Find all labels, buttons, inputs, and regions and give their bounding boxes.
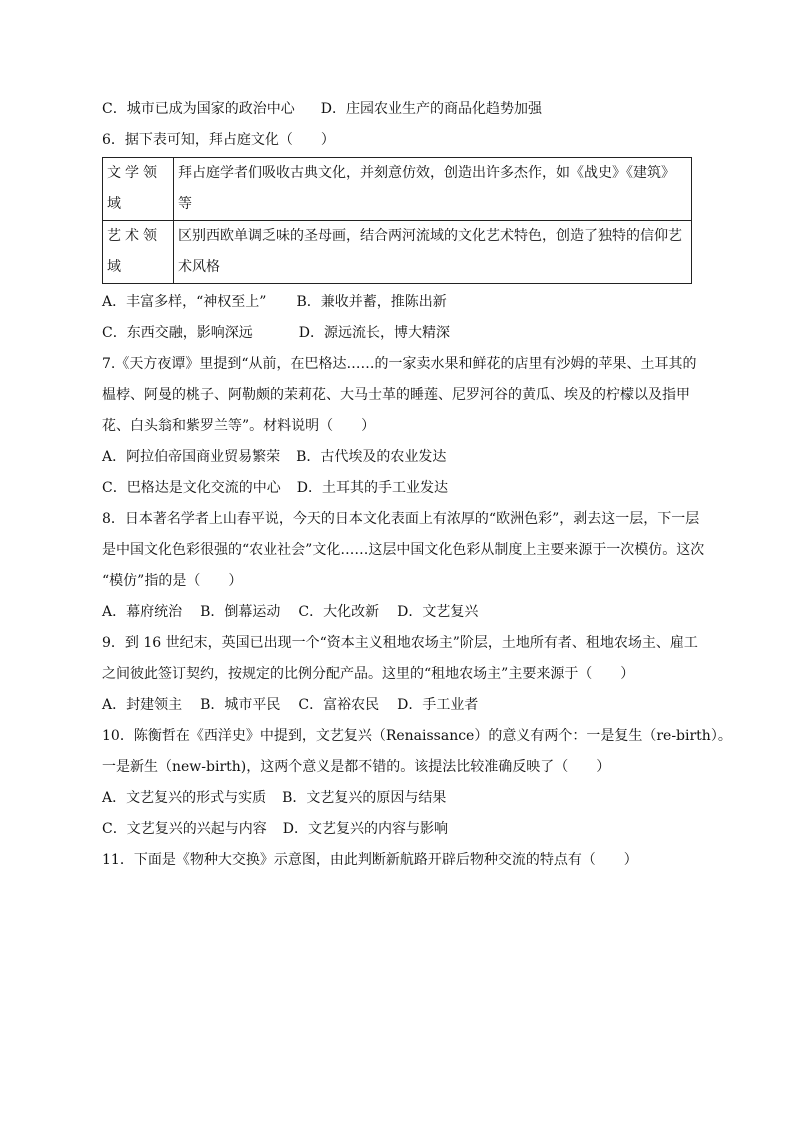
q7-options-cd: [102, 473, 722, 504]
q6-stem: 6．据下表可知，拜占庭文化（ ）: [102, 132, 335, 148]
q6-table-field: 文学领域: [103, 158, 174, 221]
q10-option-b[interactable]: B．文艺复兴的原因与结果: [282, 790, 447, 806]
q6-table: [102, 157, 692, 284]
q9-option-b[interactable]: B．城市平民: [200, 697, 281, 713]
q10-option-a[interactable]: A．文艺复兴的形式与实质: [102, 790, 267, 806]
q6-options-cd: [102, 318, 722, 349]
q7-options-ab: [102, 442, 722, 473]
q7-stem-line1: 7.《天方夜谭》里提到“从前，在巴格达……的一家卖水果和鲜花的店里有沙姆的苹果、土耳其的: [102, 356, 697, 372]
q7-stem-line2: 榅桲、阿曼的桃子、阿勒颇的茉莉花、大马士革的睡莲、尼罗河谷的黄瓜、埃及的柠檬以及指甲: [102, 387, 690, 403]
q7-stem-line3: 花、白头翁和紫罗兰等”。材料说明（ ）: [102, 418, 376, 434]
q8-stem-line3: “模仿”指的是（ ）: [102, 573, 243, 589]
q8-stem-line2: 是中国文化色彩很强的“农业社会”文化……这层中国文化色彩从制度上主要来源于一次模仿。这次: [102, 542, 705, 558]
q10-options-ab: [102, 783, 722, 814]
q11-stem: 11．下面是《物种大交换》示意图，由此判断新航路开辟后物种交流的特点有（ ）: [102, 852, 638, 868]
table-row: [103, 158, 692, 221]
q6-table-content: 拜占庭学者们吸收古典文化，并刻意仿效，创造出许多杰作，如《战史》《建筑》等: [174, 158, 692, 221]
q8-option-b[interactable]: B．倒幕运动: [200, 604, 281, 620]
q8-stem-line1: 8．日本著名学者上山春平说，今天的日本文化表面上有浓厚的“欧洲色彩”，剥去这一层，下一层: [102, 511, 700, 527]
q8-option-a[interactable]: A．幕府统治: [102, 604, 183, 620]
q10-options-cd: [102, 814, 722, 845]
q9-option-c[interactable]: C．富裕农民: [298, 697, 380, 713]
q10-stem-line1: 10．陈衡哲在《西洋史》中提到，文艺复兴（Renaissance）的意义有两个：一是复生（re-birth）。: [102, 728, 732, 744]
q9-options: [102, 690, 722, 721]
q7-option-c[interactable]: C．巴格达是文化交流的中心: [102, 480, 281, 496]
q10-option-d[interactable]: D．文艺复兴的内容与影响: [282, 821, 448, 837]
q9-option-d[interactable]: D．手工业者: [397, 697, 479, 713]
q6-option-b[interactable]: B．兼收并蓄，推陈出新: [296, 294, 447, 310]
q5-options: [102, 94, 722, 125]
q6-option-d[interactable]: D．源远流长，博大精深: [298, 325, 450, 341]
q9-stem-line2: 之间彼此签订契约，按规定的比例分配产品。这里的“租地农场主”主要来源于（ ）: [102, 666, 635, 682]
q7-option-b[interactable]: B．古代埃及的农业发达: [296, 449, 447, 465]
q6-table-content: 区别西欧单调乏味的圣母画，结合两河流域的文化艺术特色，创造了独特的信仰艺术风格: [174, 221, 692, 284]
q8-option-d[interactable]: D．文艺复兴: [397, 604, 479, 620]
q7-option-a[interactable]: A．阿拉伯帝国商业贸易繁荣: [102, 449, 281, 465]
q9-stem-line1: 9．到 16 世纪末，英国已出现一个“资本主义租地农场主”阶层，土地所有者、租地农场主、雇工: [102, 635, 698, 651]
exam-page: [102, 94, 732, 876]
q8-options: [102, 597, 722, 628]
table-row: [103, 221, 692, 284]
q9-option-a[interactable]: A．封建领主: [102, 697, 183, 713]
q5-option-d[interactable]: D．庄园农业生产的商品化趋势加强: [320, 101, 542, 117]
q10-option-c[interactable]: C．文艺复兴的兴起与内容: [102, 821, 267, 837]
q6-options-ab: [102, 287, 722, 318]
q8-option-c[interactable]: C．大化改新: [298, 604, 380, 620]
q6-option-a[interactable]: A．丰富多样，“神权至上”: [102, 294, 267, 310]
q6-table-field: 艺术领域: [103, 221, 174, 284]
q5-option-c[interactable]: C．城市已成为国家的政治中心: [102, 101, 295, 117]
q6-option-c[interactable]: C．东西交融，影响深远: [102, 325, 253, 341]
q7-option-d[interactable]: D．土耳其的手工业发达: [296, 480, 448, 496]
q10-stem-line2: 一是新生（new-birth)，这两个意义是都不错的。该提法比较准确反映了（ ）: [102, 759, 611, 775]
